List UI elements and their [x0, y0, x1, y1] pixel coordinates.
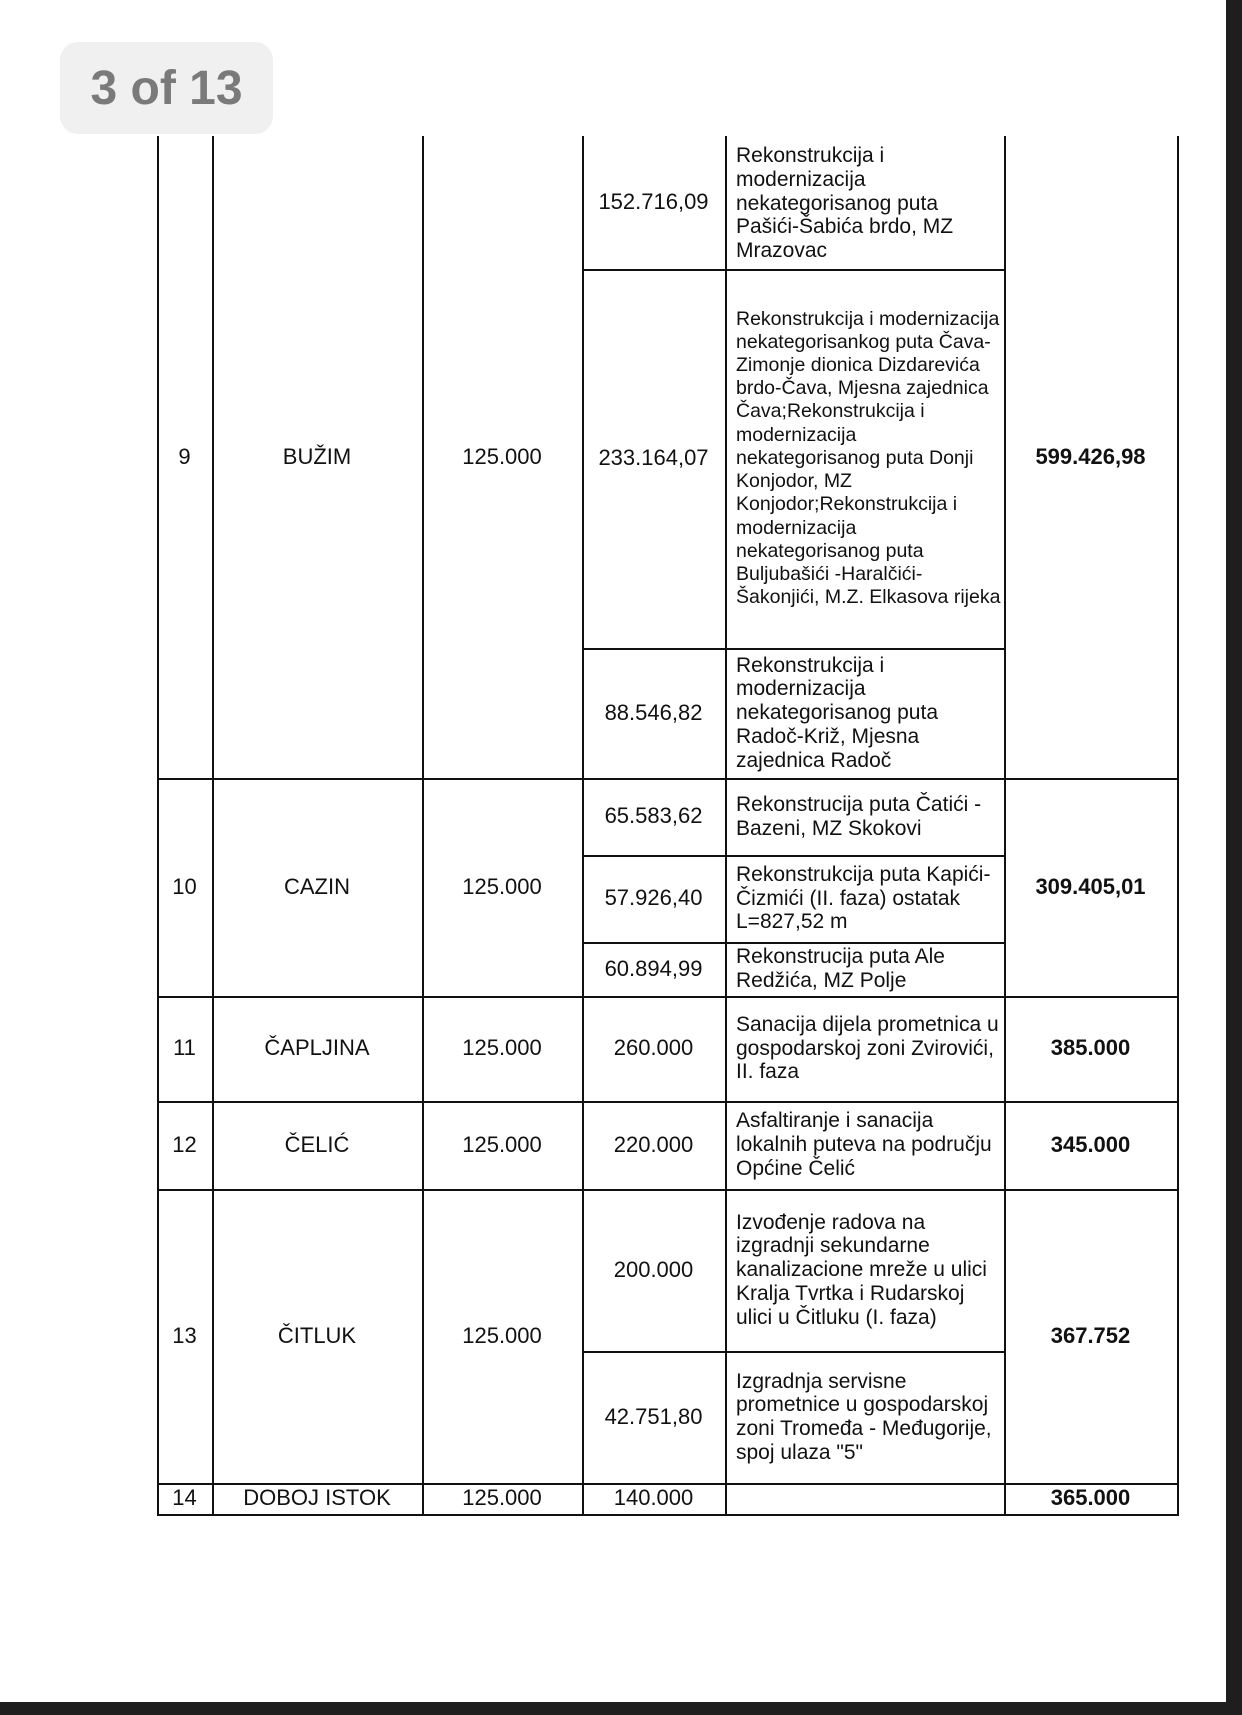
- base-amount: 125.000: [462, 1485, 542, 1511]
- base-amount: 125.000: [462, 443, 542, 469]
- base-amount: 125.000: [462, 1035, 542, 1061]
- base-amount: 125.000: [462, 873, 542, 899]
- row-number: 14: [172, 1485, 197, 1511]
- row-number: 10: [172, 873, 197, 899]
- row-number: 9: [178, 443, 191, 469]
- item-description: Rekonstrukcija puta Kapići-Čizmići (II. faza) ostatak L=827,52 m: [736, 862, 991, 934]
- total-amount: 367.752: [1050, 1322, 1131, 1348]
- item-amount: 88.546,82: [604, 699, 703, 725]
- item-description: Asfaltiranje i sanacija lokalnih puteva na području Općine Čelić: [736, 1109, 992, 1180]
- item-amount: 60.894,99: [604, 955, 703, 981]
- total-amount: 309.405,01: [1035, 873, 1146, 899]
- item-amount: 42.751,80: [604, 1403, 703, 1429]
- grid-line: [157, 1514, 1179, 1516]
- grid-line: [1177, 136, 1179, 1516]
- total-amount: 345.000: [1050, 1131, 1131, 1157]
- total-amount: 385.000: [1050, 1035, 1131, 1061]
- allocation-table: [157, 136, 1179, 1516]
- municipality-name: BUŽIM: [282, 443, 352, 469]
- row-number: 13: [172, 1322, 197, 1348]
- item-amount: 65.583,62: [604, 803, 703, 829]
- item-description: Sanacija dijela prometnica u gospodarskoj zoni Zvirovići, II. faza: [736, 1012, 999, 1084]
- item-amount: 152.716,09: [598, 189, 709, 215]
- page-indicator: 3 of 13: [60, 42, 273, 134]
- row-number: 12: [172, 1131, 197, 1157]
- item-description: Izvođenje radova na izgradnji sekundarne kanalizacione mreže u ulici Kralja Tvrtka i Rudarskoj ulici u Čitluku (I. faza): [736, 1210, 987, 1329]
- municipality-name: ČAPLJINA: [264, 1035, 370, 1061]
- base-amount: 125.000: [462, 1322, 542, 1348]
- municipality-name: CAZIN: [284, 873, 350, 899]
- row-number: 11: [173, 1035, 196, 1061]
- item-amount: 57.926,40: [604, 885, 703, 911]
- municipality-name: ČELIĆ: [284, 1131, 350, 1157]
- item-description: [725, 1483, 1004, 1514]
- item-description: Izgradnja servisne prometnice u gospodarskoj zoni Tromeđa - Međugorije, spoj ulaza "5": [736, 1369, 992, 1464]
- item-description: Rekonstrukcija i modernizacija nekategorisanog puta Pašići-Šabića brdo, MZ Mrazovac: [736, 144, 954, 263]
- item-amount: 140.000: [613, 1485, 694, 1511]
- municipality-name: DOBOJ ISTOK: [243, 1485, 391, 1511]
- total-amount: 365.000: [1050, 1485, 1131, 1511]
- item-description: Rekonstrukcija i modernizacija nekategorisankog puta Čava-Zimonje dionica Dizdarevića brdo-Čava, Mjesna zajednica Čava;Rekonstrukcija i modernizacija nekategorisanog puta Donji Konjodor, MZ Konjodor;Rekonstrukcija i modernizacija nekategorisanog puta Buljubašići -Haralčići-Šakonjići, M.Z. Elkasova rijeka: [736, 307, 1001, 609]
- item-description: Rekonstrucija puta Ale Redžića, MZ Polje: [736, 945, 945, 992]
- item-amount: 220.000: [613, 1131, 694, 1157]
- item-amount: 260.000: [613, 1035, 694, 1061]
- item-description: Rekonstrukcija i modernizacija nekategorisanog puta Radoč-Križ, Mjesna zajednica Radoč: [736, 653, 938, 772]
- item-amount: 233.164,07: [598, 445, 709, 471]
- item-amount: 200.000: [613, 1256, 694, 1282]
- item-description: Rekonstrucija puta Čatići - Bazeni, MZ Skokovi: [736, 792, 982, 840]
- base-amount: 125.000: [462, 1131, 542, 1157]
- municipality-name: ČITLUK: [277, 1322, 357, 1348]
- total-amount: 599.426,98: [1035, 443, 1146, 469]
